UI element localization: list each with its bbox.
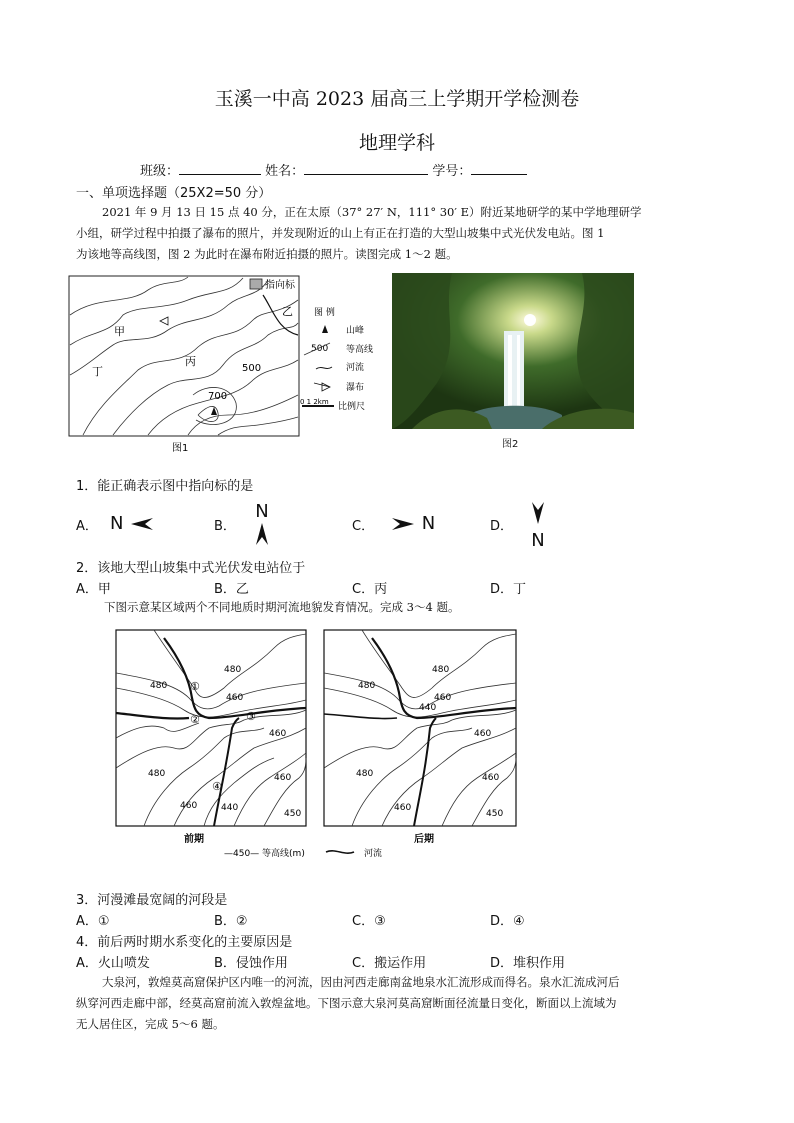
arrow-down-icon [531,501,545,525]
q2-option-a[interactable]: A．甲 [76,582,111,597]
class-label: 班级： [140,164,180,179]
question-2: 2．该地大型山坡集中式光伏发电站位于 [76,561,306,576]
arrow-right-icon [390,517,416,531]
id-label: 学号： [432,164,472,179]
q1-option-d[interactable] [490,515,513,534]
left-contour-480a: 480 [224,665,242,675]
student-info [140,160,527,179]
right-contour-460d: 460 [394,803,412,813]
section-heading: 一、单项选择题（25X2=50 分） [76,186,272,201]
left-contour-440: 440 [221,803,239,813]
intro-3-4: 下图示意某区域两个不同地质时期河流地貌发育情况。完成 3～4 题。 [104,600,460,614]
right-contour-460a: 460 [434,693,452,703]
place-ding: 丁 [92,365,103,378]
river-landform-maps [114,628,518,863]
id-blank[interactable] [471,162,527,175]
q1-option-d-n: N [531,530,545,551]
q1-option-c-icon [390,513,435,534]
legend-scale-text: 0 1 2km [300,398,329,406]
q1-option-b[interactable] [214,515,236,534]
left-contour-480b: 480 [150,681,168,691]
intro-line-1: 2021 年 9 月 13 日 15 点 40 分，正在太原（37° 27′ N，111° 30′ E）附近某地研学的某中学地理研学 [102,205,642,219]
q1-option-a-icon [110,513,155,534]
q4-option-d[interactable]: D．堆积作用 [490,956,566,971]
contour-map [68,275,378,455]
marker-4: ④ [212,780,222,793]
page-title: 玉溪一中高 2023 届高三上学期开学检测卷 [214,88,580,110]
question-4-options [76,952,636,970]
figure-2-photo [392,273,634,429]
legend-contour: 等高线 [346,345,374,355]
q1-option-a[interactable] [76,515,98,534]
intro-line-3: 为该地等高线图，图 2 为此时在瀑布附近拍摄的照片。读图完成 1～2 题。 [76,247,458,261]
right-contour-460b: 460 [474,729,492,739]
figure-3 [114,628,518,863]
q3-option-d[interactable]: D．④ [490,914,525,929]
left-contour-460a: 460 [226,693,244,703]
q2-option-c[interactable]: C．丙 [352,582,388,597]
question-1-options [76,501,636,551]
q1-option-d-label: D． [490,519,514,534]
waterfall-photo [392,273,634,429]
q4-option-b[interactable]: B．侵蚀作用 [214,956,288,971]
legend-title: 图 例 [314,308,335,318]
figure-2-caption: 图2 [502,439,519,450]
q2-option-d[interactable]: D．丁 [490,582,527,597]
question-3-options [76,910,636,928]
marker-1: ① [190,680,200,693]
intro-5-6-line-2: 纵穿河西走廊中部，经莫高窟前流入敦煌盆地。下图示意大泉河莫高窟断面径流量日变化，断面以上流域为 [76,996,617,1010]
legend-contour-value: 500 [311,344,329,354]
contour-700: 700 [208,391,228,402]
arrow-up-icon [255,522,269,546]
q2-option-b[interactable]: B．乙 [214,582,249,597]
compass-label: 指向标 [265,280,295,291]
place-bing: 丙 [185,355,196,368]
right-contour-480a: 480 [432,665,450,675]
q1-option-b-icon [252,501,272,551]
marker-3: ③ [246,710,256,723]
left-map-caption: 前期 [184,834,204,845]
left-contour-460b: 460 [269,729,287,739]
compass-box [250,279,262,289]
q1-option-b-label: B． [214,519,236,534]
right-contour-440a: 440 [419,703,437,713]
q1-option-a-label: A． [76,519,98,534]
q1-option-b-n: N [255,501,269,522]
legend-river-label: 河流 [364,849,383,859]
q1-option-c-n: N [421,513,436,534]
right-contour-450: 450 [486,809,504,819]
legend-scale: 比例尺 [338,402,366,412]
legend-river: 河流 [346,363,365,373]
legend-contour-label: —450— 等高线(m) [224,849,305,859]
name-label: 姓名： [265,164,305,179]
left-contour-450: 450 [284,809,302,819]
figure-1 [68,275,378,455]
waterfall-marker [160,317,168,325]
right-contour-480c: 480 [356,769,374,779]
intro-line-2: 小组，研学过程中拍摄了瀑布的照片，并发现附近的山上有正在打造的大型山坡集中式光伏发电站。图 1 [76,226,605,240]
marker-2: ② [190,713,200,726]
intro-5-6-line-3: 无人居住区，完成 5～6 题。 [76,1017,225,1031]
place-yi: 乙 [282,305,293,318]
class-blank[interactable] [179,162,261,175]
q1-option-c-label: C． [352,519,375,534]
q3-option-c[interactable]: C．③ [352,914,386,929]
left-contour-480c: 480 [148,769,166,779]
left-contour-460d: 460 [180,801,198,811]
left-contour-460c: 460 [274,773,292,783]
question-1: 1．能正确表示图中指向标的是 [76,479,254,494]
arrow-left-icon [129,517,155,531]
figure-1-caption: 图1 [172,443,189,454]
intro-5-6-line-1: 大泉河，敦煌莫高窟保护区内唯一的河流，因由河西走廊南盆地泉水汇流形成而得名。泉水汇流成河后 [102,975,620,989]
legend-peak: 山峰 [346,326,365,336]
name-blank[interactable] [304,162,428,175]
subject-title: 地理学科 [358,132,435,154]
legend-peak-icon [322,325,328,333]
q1-option-c[interactable] [352,515,374,534]
question-3: 3．河漫滩最宽阔的河段是 [76,893,228,908]
right-contour-460c: 460 [482,773,500,783]
place-jia: 甲 [114,325,125,338]
question-2-options [76,578,636,596]
q3-option-a[interactable]: A．① [76,914,110,929]
question-4: 4．前后两时期水系变化的主要原因是 [76,935,293,950]
q3-option-b[interactable]: B．② [214,914,248,929]
right-contour-480b: 480 [358,681,376,691]
q1-option-d-icon [528,501,548,551]
q4-option-c[interactable]: C．搬运作用 [352,956,427,971]
right-map-caption: 后期 [414,834,434,845]
q1-option-a-n: N [110,513,124,534]
q4-option-a[interactable]: A．火山喷发 [76,956,150,971]
contour-500: 500 [242,363,262,374]
legend-waterfall: 瀑布 [346,383,365,393]
